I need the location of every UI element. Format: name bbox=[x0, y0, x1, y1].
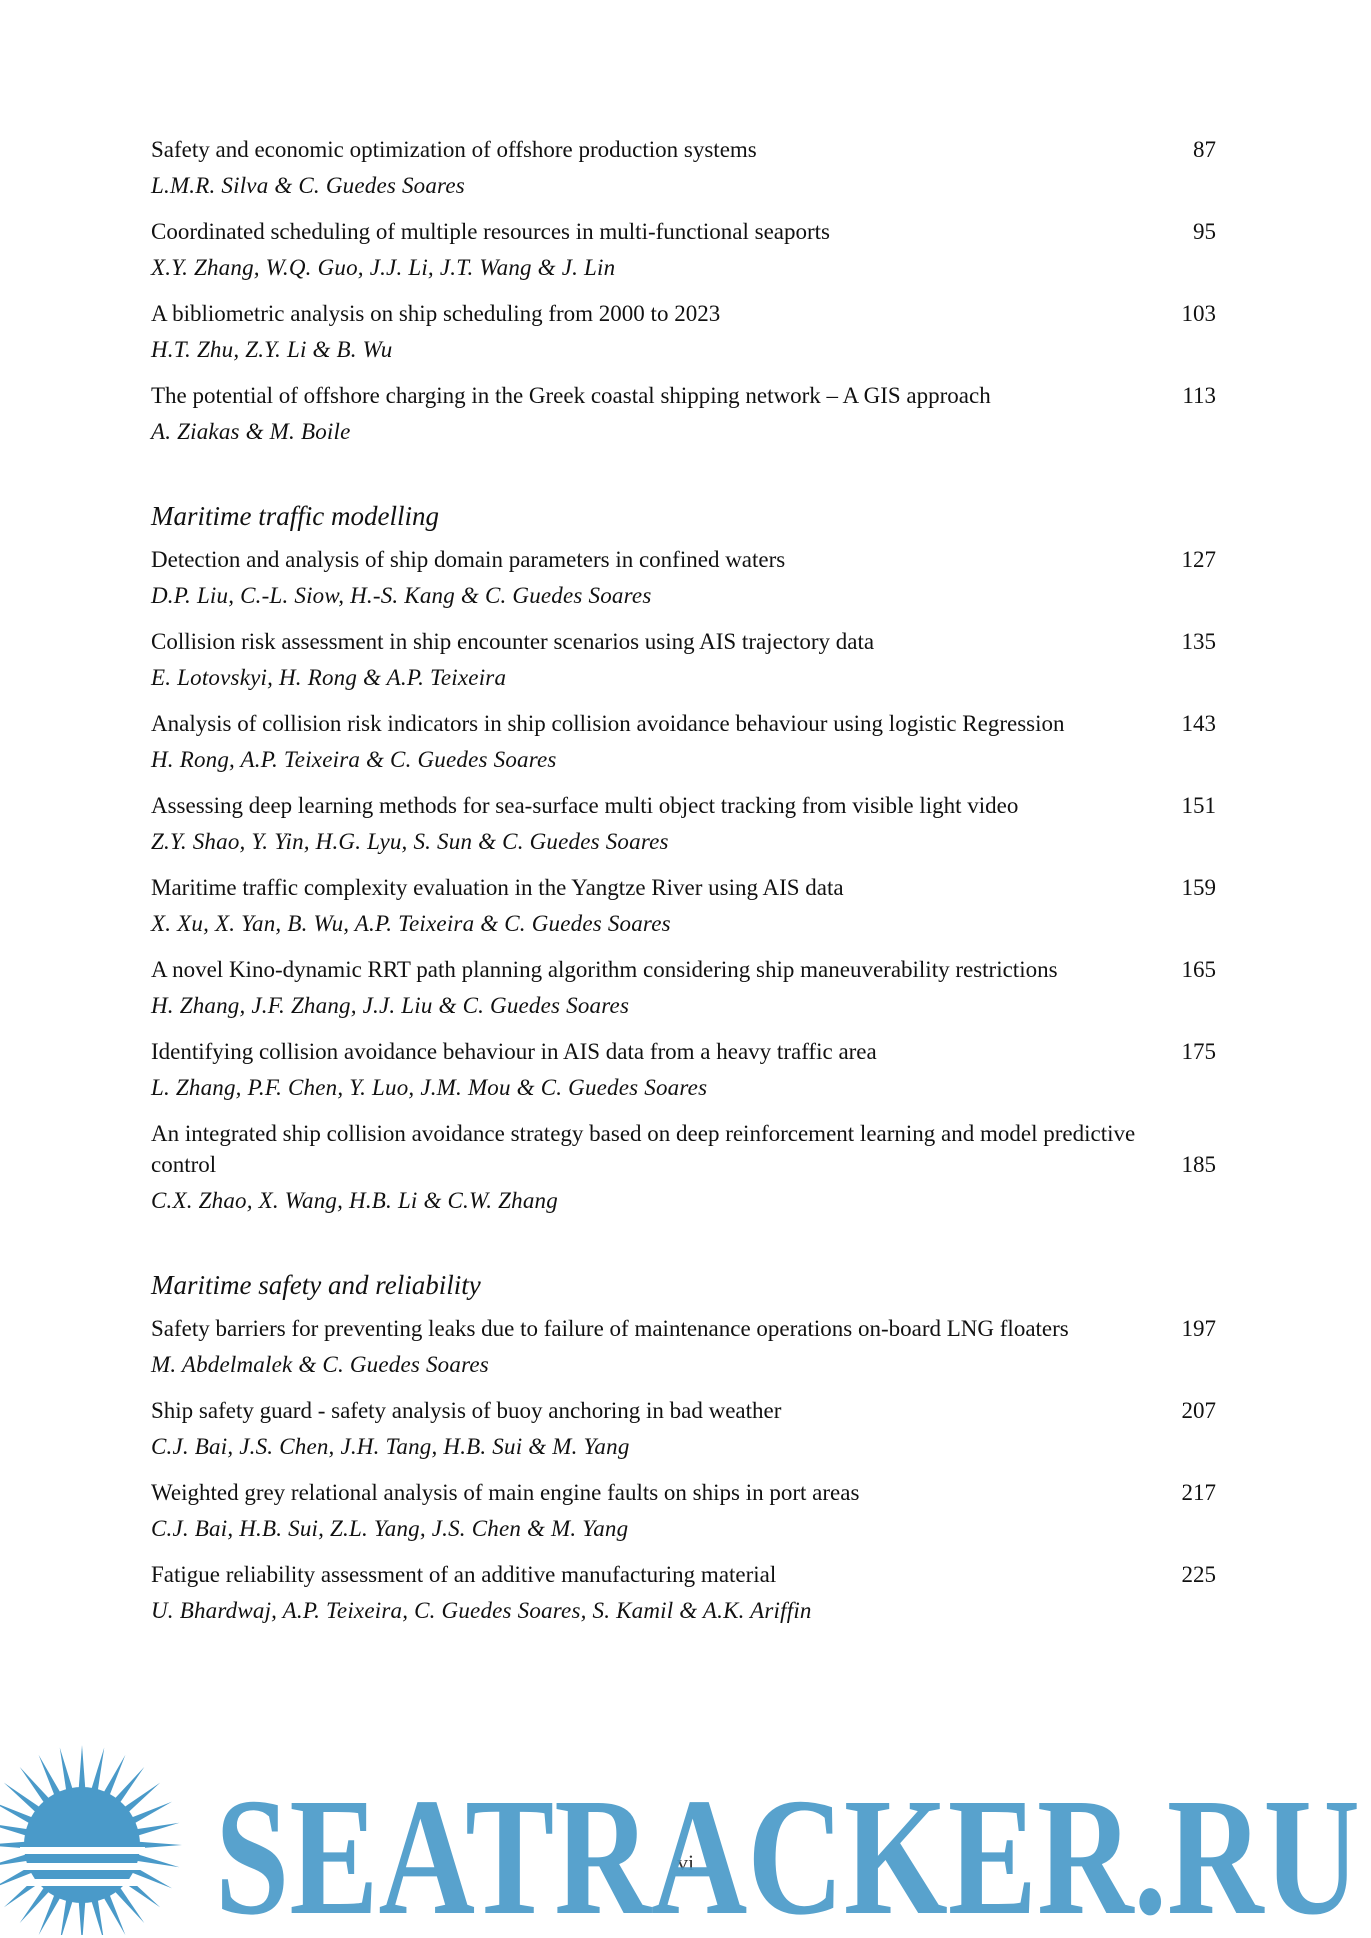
entry-title: Maritime traffic complexity evaluation in the Yangtze River using AIS data bbox=[151, 875, 844, 900]
sun-logo-icon bbox=[0, 1745, 182, 1935]
entry-authors: C.J. Bai, J.S. Chen, J.H. Tang, H.B. Sui & M. Yang bbox=[151, 1434, 630, 1459]
toc-entry-row bbox=[151, 1395, 1216, 1426]
entry-authors: E. Lotovskyi, H. Rong & A.P. Teixeira bbox=[151, 665, 507, 690]
sun-ray bbox=[78, 1745, 85, 1793]
watermark bbox=[0, 1735, 1371, 1935]
entry-page-number: 127 bbox=[1181, 547, 1216, 572]
toc-section bbox=[151, 134, 1216, 447]
entry-page-number: 113 bbox=[1182, 383, 1216, 408]
entry-title: A novel Kino-dynamic RRT path planning algorithm considering ship maneuverability restrictions bbox=[151, 957, 1058, 982]
toc-entry-row bbox=[151, 790, 1216, 821]
toc-entry bbox=[151, 380, 1216, 447]
entry-page-number: 95 bbox=[1193, 219, 1216, 244]
toc-entry bbox=[151, 708, 1216, 775]
entry-title: Fatigue reliability assessment of an additive manufacturing material bbox=[151, 1562, 777, 1587]
entry-authors: D.P. Liu, C.-L. Siow, H.-S. Kang & C. Guedes Soares bbox=[151, 583, 652, 608]
toc-entry-row bbox=[151, 298, 1216, 329]
table-of-contents bbox=[151, 134, 1216, 1641]
toc-entry bbox=[151, 216, 1216, 283]
entry-authors: M. Abdelmalek & C. Guedes Soares bbox=[151, 1352, 489, 1377]
entry-page-number: 87 bbox=[1193, 137, 1216, 162]
entry-page-number: 207 bbox=[1181, 1398, 1216, 1423]
entry-authors: C.X. Zhao, X. Wang, H.B. Li & C.W. Zhang bbox=[151, 1188, 558, 1213]
entry-title: Safety barriers for preventing leaks due to failure of maintenance operations on-board LNG floaters bbox=[151, 1316, 1069, 1341]
page-folio: vi bbox=[676, 1850, 695, 1875]
entry-authors: A. Ziakas & M. Boile bbox=[151, 419, 351, 444]
entry-title: Identifying collision avoidance behaviour in AIS data from a heavy traffic area bbox=[151, 1039, 877, 1064]
toc-entry-row bbox=[151, 1477, 1216, 1508]
entry-page-number: 175 bbox=[1181, 1039, 1216, 1064]
entry-authors: H. Zhang, J.F. Zhang, J.J. Liu & C. Guedes Soares bbox=[151, 993, 630, 1018]
entry-title: An integrated ship collision avoidance strategy based on deep reinforcement learning and model predictive control bbox=[151, 1121, 1136, 1177]
entry-authors: U. Bhardwaj, A.P. Teixeira, C. Guedes Soares, S. Kamil & A.K. Ariffin bbox=[151, 1598, 812, 1623]
section-heading: Maritime traffic modelling bbox=[151, 501, 439, 531]
toc-section bbox=[151, 499, 1216, 1216]
toc-entry bbox=[151, 1477, 1216, 1544]
entry-title: Assessing deep learning methods for sea-surface multi object tracking from visible light video bbox=[151, 793, 1019, 818]
toc-section bbox=[151, 1268, 1216, 1626]
watermark-text: SEATRACKER.RU bbox=[215, 1764, 1360, 1935]
entry-title: A bibliometric analysis on ship scheduling from 2000 to 2023 bbox=[151, 301, 721, 326]
entry-page-number: 151 bbox=[1181, 793, 1216, 818]
entry-authors: H.T. Zhu, Z.Y. Li & B. Wu bbox=[151, 337, 393, 362]
toc-entry bbox=[151, 1036, 1216, 1103]
entry-authors: X.Y. Zhang, W.Q. Guo, J.J. Li, J.T. Wang & J. Lin bbox=[151, 255, 616, 280]
entry-title: Safety and economic optimization of offshore production systems bbox=[151, 137, 757, 162]
entry-page-number: 103 bbox=[1181, 301, 1216, 326]
toc-entry-row bbox=[151, 954, 1216, 985]
entry-authors: L. Zhang, P.F. Chen, Y. Luo, J.M. Mou & C. Guedes Soares bbox=[151, 1075, 708, 1100]
entry-authors: L.M.R. Silva & C. Guedes Soares bbox=[151, 173, 465, 198]
entry-title: Detection and analysis of ship domain parameters in confined waters bbox=[151, 547, 786, 572]
entry-page-number: 185 bbox=[1181, 1152, 1216, 1177]
entry-title: The potential of offshore charging in the Greek coastal shipping network – A GIS approach bbox=[151, 383, 991, 408]
entry-page-number: 197 bbox=[1181, 1316, 1216, 1341]
toc-entry-row bbox=[151, 544, 1216, 575]
toc-entry-row bbox=[151, 1559, 1216, 1590]
toc-entry bbox=[151, 134, 1216, 201]
entry-authors: C.J. Bai, H.B. Sui, Z.L. Yang, J.S. Chen & M. Yang bbox=[151, 1516, 629, 1541]
entry-title: Weighted grey relational analysis of main engine faults on ships in port areas bbox=[151, 1480, 860, 1505]
toc-entry-row bbox=[151, 216, 1216, 247]
entry-title: Analysis of collision risk indicators in ship collision avoidance behaviour using logistic Regression bbox=[151, 711, 1065, 736]
entry-page-number: 217 bbox=[1181, 1480, 1216, 1505]
toc-entry-row bbox=[151, 872, 1216, 903]
entry-authors: X. Xu, X. Yan, B. Wu, A.P. Teixeira & C. Guedes Soares bbox=[151, 911, 671, 936]
entry-authors: Z.Y. Shao, Y. Yin, H.G. Lyu, S. Sun & C. Guedes Soares bbox=[151, 829, 669, 854]
entry-authors: H. Rong, A.P. Teixeira & C. Guedes Soares bbox=[151, 747, 557, 772]
toc-entry-row bbox=[151, 134, 1216, 165]
entry-page-number: 135 bbox=[1181, 629, 1216, 654]
toc-entry bbox=[151, 1313, 1216, 1380]
section-heading: Maritime safety and reliability bbox=[151, 1270, 481, 1300]
toc-entry bbox=[151, 872, 1216, 939]
toc-entry-row bbox=[151, 1118, 1216, 1180]
toc-entry bbox=[151, 544, 1216, 611]
toc-entry-row bbox=[151, 708, 1216, 739]
entry-title: Coordinated scheduling of multiple resources in multi-functional seaports bbox=[151, 219, 830, 244]
toc-entry-row bbox=[151, 1036, 1216, 1067]
entry-page-number: 225 bbox=[1181, 1562, 1216, 1587]
toc-entry bbox=[151, 1559, 1216, 1626]
toc-entry bbox=[151, 954, 1216, 1021]
toc-entry bbox=[151, 298, 1216, 365]
entry-page-number: 165 bbox=[1181, 957, 1216, 982]
toc-entry-row bbox=[151, 1313, 1216, 1344]
toc-entry-row bbox=[151, 626, 1216, 657]
toc-entry-row bbox=[151, 380, 1216, 411]
entry-title: Collision risk assessment in ship encounter scenarios using AIS trajectory data bbox=[151, 629, 875, 654]
toc-entry bbox=[151, 626, 1216, 693]
toc-entry bbox=[151, 1118, 1216, 1216]
entry-page-number: 143 bbox=[1181, 711, 1216, 736]
toc-entry bbox=[151, 1395, 1216, 1462]
entry-page-number: 159 bbox=[1181, 875, 1216, 900]
toc-entry bbox=[151, 790, 1216, 857]
entry-title: Ship safety guard - safety analysis of buoy anchoring in bad weather bbox=[151, 1398, 782, 1423]
